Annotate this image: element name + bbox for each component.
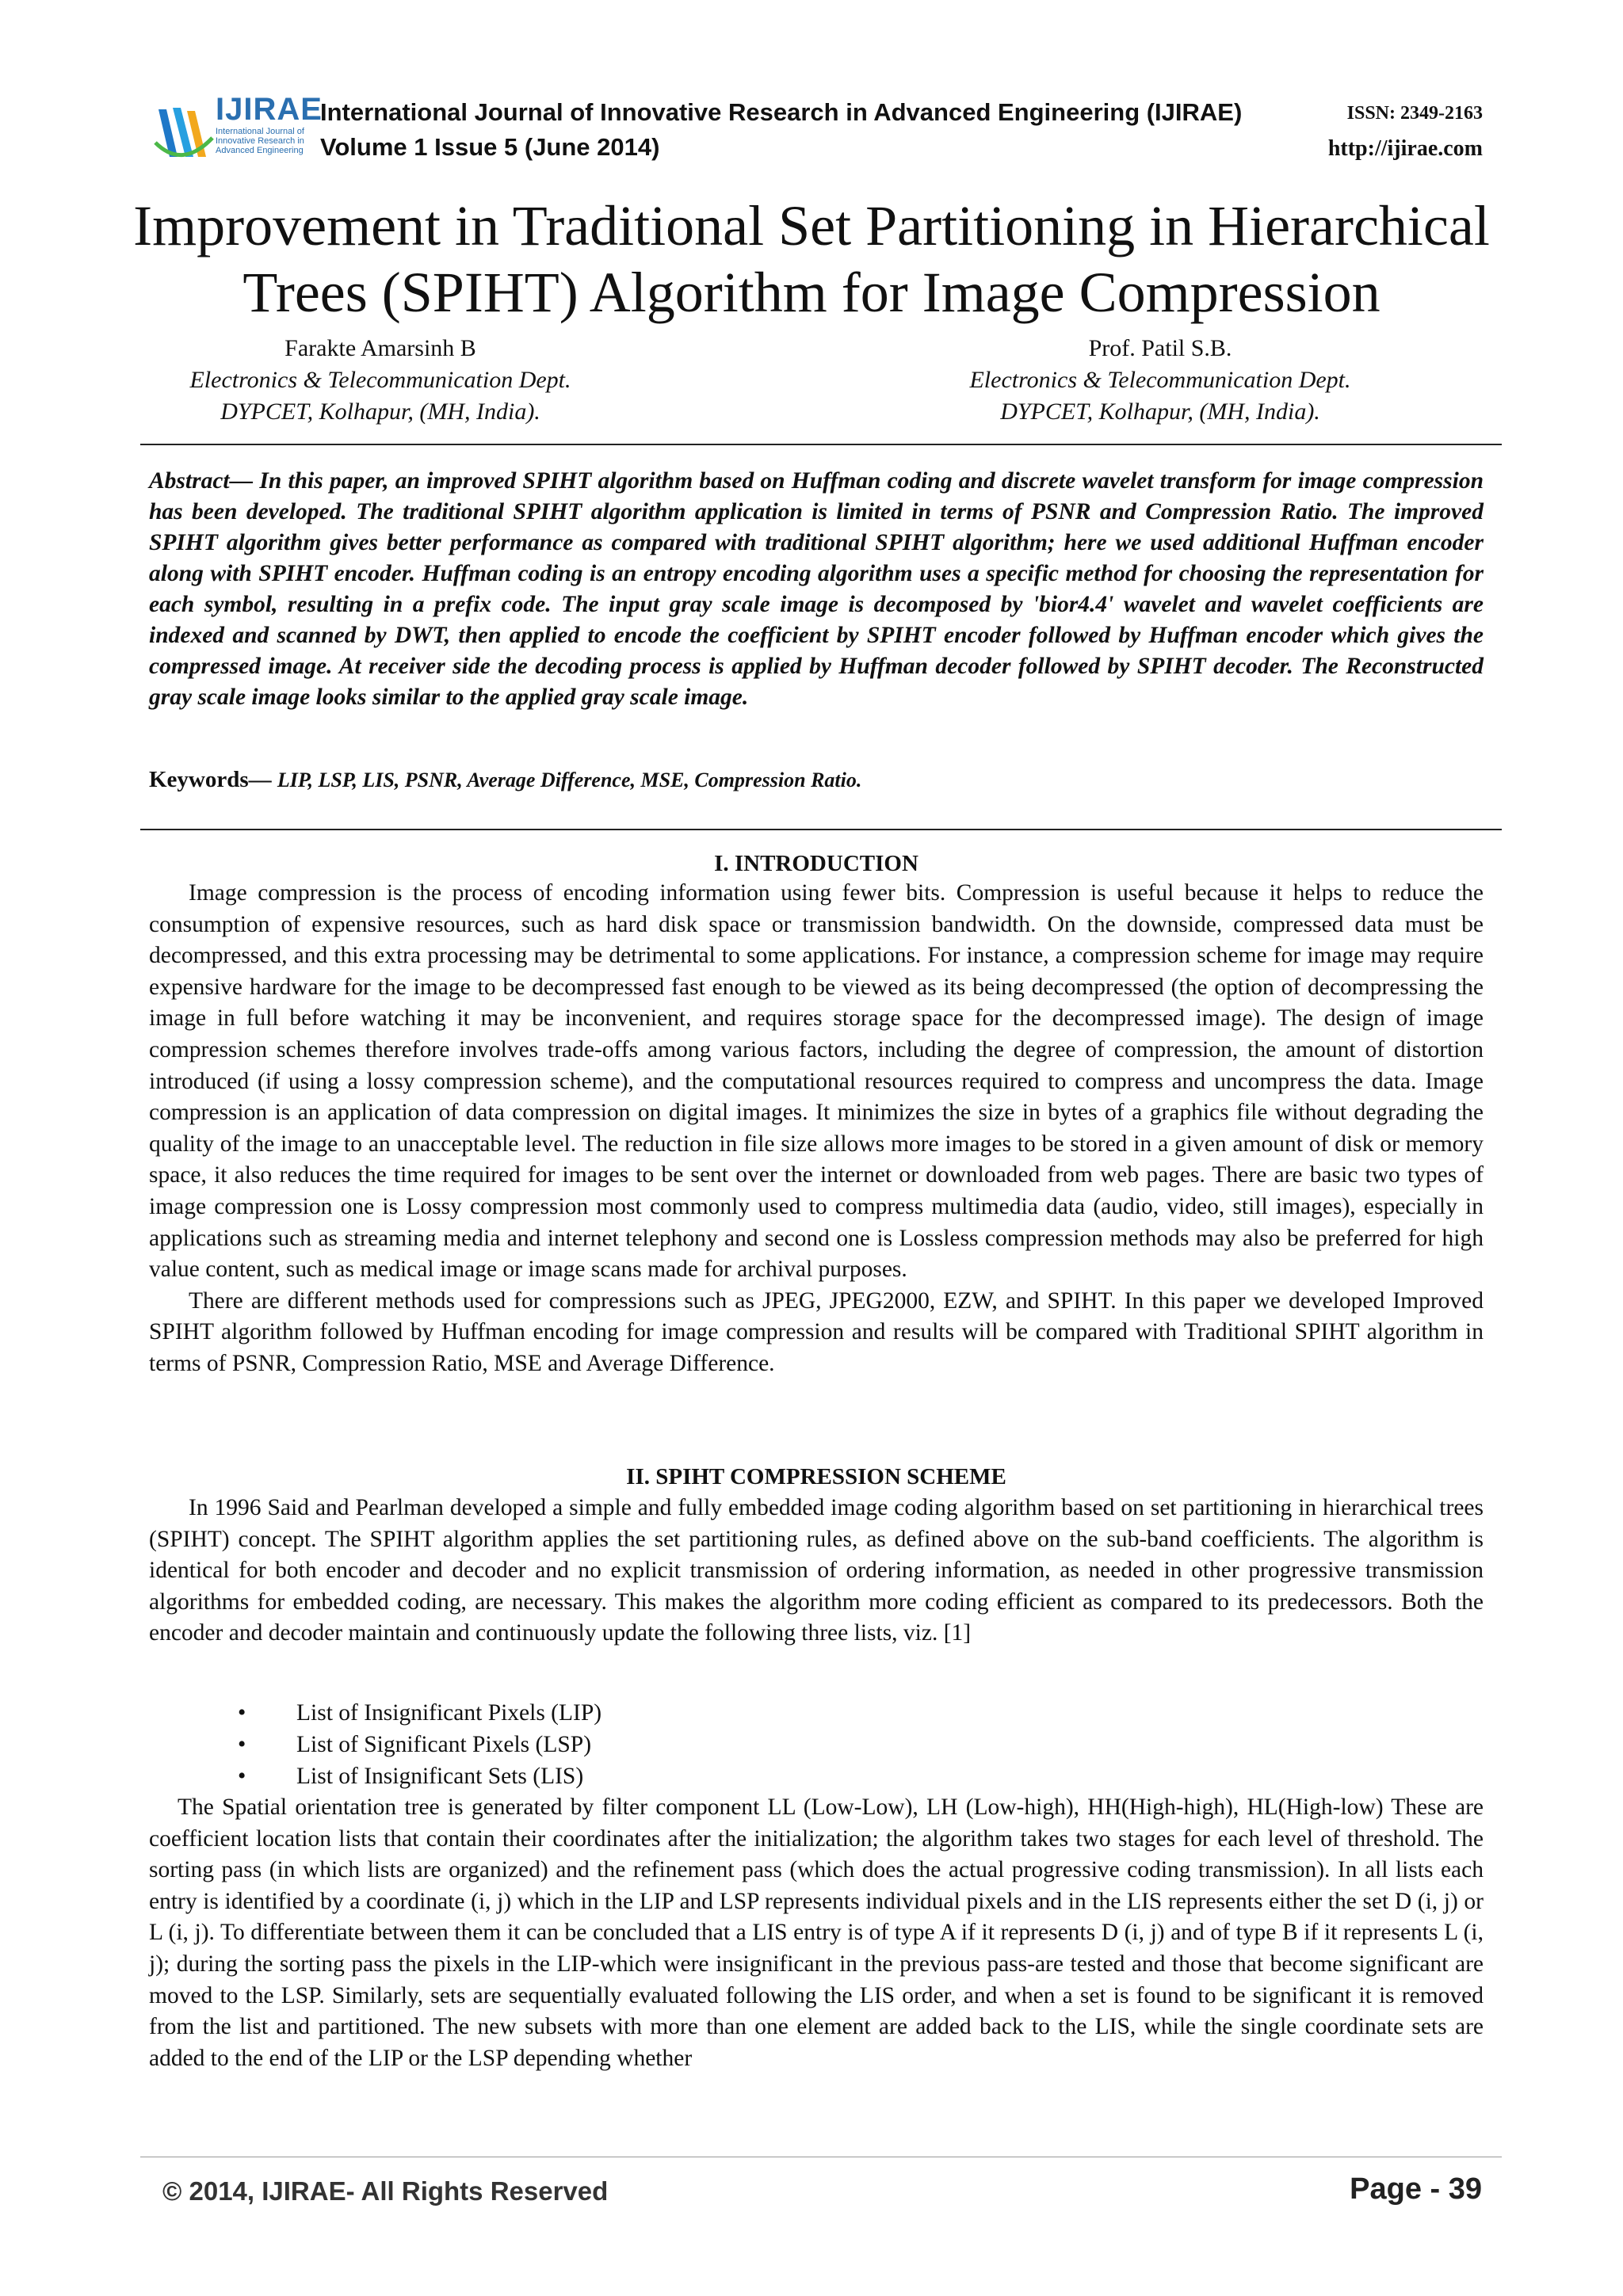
- paragraph: Image compression is the process of encoding information using fewer bits. Compression is useful because it helps to reduce the consumption of expensive resources, such as hard disk space or transmission bandwidth. On the downside, compressed data must be decompressed, and this extra processing may be detrimental to some applications. For instance, a compression scheme for image may require expensive hardware for the image to be decompressed fast enough to be viewed as its being decompressed (the option of decompressing the image in full before watching it may be inconvenient, and requires storage space for the decompressed image). The design of image compression schemes therefore involves trade-offs among various factors, including the degree of compression, the amount of distortion introduced (if using a lossy compression scheme), and the computational resources required to compress and uncompress the data. Image compression is an application of data compression on digital images. It minimizes the size in bytes of a graphics file without degrading the quality of the image to an unacceptable level. The reduction in file size allows more images to be stored in a given amount of disk or memory space, it also reduces the time required for images to be sent over the internet or downloaded from web pages. There are basic two types of image compression one is Lossy compression most commonly used to compress multimedia data (audio, video, still images), especially in applications such as streaming media and internet telephony and second one is Lossless compression methods may also be preferred for high value content, such as medical image or image scans made for archival purposes.: [149, 880, 1484, 1283]
- author-name: Prof. Patil S.B.: [1088, 335, 1232, 361]
- volume-info: Volume 1 Issue 5 (June 2014): [320, 133, 660, 161]
- bullet-list: [238, 1697, 601, 1792]
- divider: [140, 829, 1502, 830]
- list-item: • List of Significant Pixels (LSP): [238, 1732, 592, 1757]
- keywords-text: LIP, LSP, LIS, PSNR, Average Difference, MSE, Compression Ratio.: [277, 769, 862, 791]
- section-heading-introduction: I. INTRODUCTION: [714, 851, 918, 876]
- keywords-label: Keywords—: [149, 767, 272, 792]
- logo-subtitle: International Journal of Innovative Research in Advanced Engineering: [216, 127, 304, 155]
- divider: [140, 444, 1502, 445]
- keywords: [149, 767, 861, 793]
- author-name: Farakte Amarsinh B: [285, 335, 476, 361]
- author-dept: Electronics & Telecommunication Dept.: [189, 367, 571, 393]
- spiht-body: [149, 1493, 1484, 1650]
- paragraph: The Spatial orientation tree is generated by filter component LL (Low-Low), LH (Low-high), HH(High-high), HL(High-low) These are coefficient location lists that contain their coordinates after the initialization; the algorithm takes two stages for each level of threshold. The sorting pass (in which lists are organized) and the refinement pass (which does the actual progressive coding transmission). In all lists each entry is identified by a coordinate (i, j) which in the LIP and LSP represents individual pixels and in the LIS represents either the set D (i, j) or L (i, j). To differentiate between them it can be concluded that a LIS entry is of type A if it represents D (i, j) and of type B if it represents L (i, j); during the sorting pass the pixels in the LIP-which were insignificant in the previous pass-are tested and those that become significant are moved to the LSP. Similarly, sets are sequentially evaluated following the LIS order, and when a set is found to be significant it is removed from the list and partitioned. The new subsets with more than one element are added back to the LIS, while the single coordinate sets are added to the end of the LIP or the LSP depending whether: [149, 1794, 1484, 2071]
- paragraph: There are different methods used for compressions such as JPEG, JPEG2000, EZW, and SPIHT. In this paper we developed Improved SPIHT algorithm followed by Huffman encoding for image compression and results will be compared with Traditional SPIHT algorithm in terms of PSNR, Compression Ratio, MSE and Average Difference.: [149, 1287, 1484, 1376]
- issn: ISSN: 2349-2163: [1346, 103, 1483, 124]
- spiht-body-continued: [149, 1792, 1484, 2074]
- journal-name: International Journal of Innovative Research in Advanced Engineering (IJIRAE): [320, 98, 1243, 126]
- journal-url[interactable]: http://ijirae.com: [1327, 136, 1483, 161]
- copyright: © 2014, IJIRAE- All Rights Reserved: [162, 2176, 609, 2206]
- author-inst: DYPCET, Kolhapur, (MH, India).: [220, 399, 540, 425]
- abstract: Abstract— In this paper, an improved SPIHT algorithm based on Huffman coding and discrete wavelet transform for image compression has been developed. The traditional SPIHT algorithm application is limited in terms of PSNR and Compression Ratio. The improved SPIHT algorithm gives better performance as compared with traditional SPIHT algorithm; here we used additional Huffman encoder along with SPIHT encoder. Huffman coding is an entropy encoding algorithm uses a specific method for choosing the representation for each symbol, resulting in a prefix code. The input gray scale image is decomposed by 'bior4.4' wavelet and wavelet coefficients are indexed and scanned by DWT, then applied to encode the coefficient by SPIHT encoder followed by Huffman encoder which gives the compressed image. At receiver side the decoding process is applied by Huffman decoder followed by SPIHT decoder. The Reconstructed gray scale image looks similar to the applied gray scale image.: [149, 468, 1484, 710]
- author-dept: Electronics & Telecommunication Dept.: [969, 367, 1351, 393]
- logo-text: IJIRAE: [216, 92, 323, 127]
- author-2: [915, 333, 1406, 428]
- paper-title: Improvement in Traditional Set Partitioning in Hierarchical Trees (SPIHT) Algorithm for Image Compression: [133, 194, 1490, 324]
- author-1: [135, 333, 626, 428]
- page-number: Page - 39: [1350, 2172, 1482, 2206]
- section-heading-spiht: II. SPIHT COMPRESSION SCHEME: [626, 1464, 1006, 1489]
- list-item: • List of Insignificant Sets (LIS): [238, 1764, 584, 1789]
- introduction-body: [149, 878, 1484, 1380]
- paragraph: In 1996 Said and Pearlman developed a simple and fully embedded image coding algorithm based on set partitioning in hierarchical trees (SPIHT) concept. The SPIHT algorithm applies the set partitioning rules, as defined above on the sub-band coefficients. The algorithm is identical for both encoder and decoder and no explicit transmission of ordering information, as needed in other progressive transmission algorithms for embedded coding, are necessary. This makes the algorithm more coding efficient as compared to its predecessors. Both the encoder and decoder maintain and continuously update the following three lists, viz. [1]: [149, 1495, 1484, 1646]
- list-item: • List of Insignificant Pixels (LIP): [238, 1700, 602, 1726]
- author-inst: DYPCET, Kolhapur, (MH, India).: [1000, 399, 1320, 425]
